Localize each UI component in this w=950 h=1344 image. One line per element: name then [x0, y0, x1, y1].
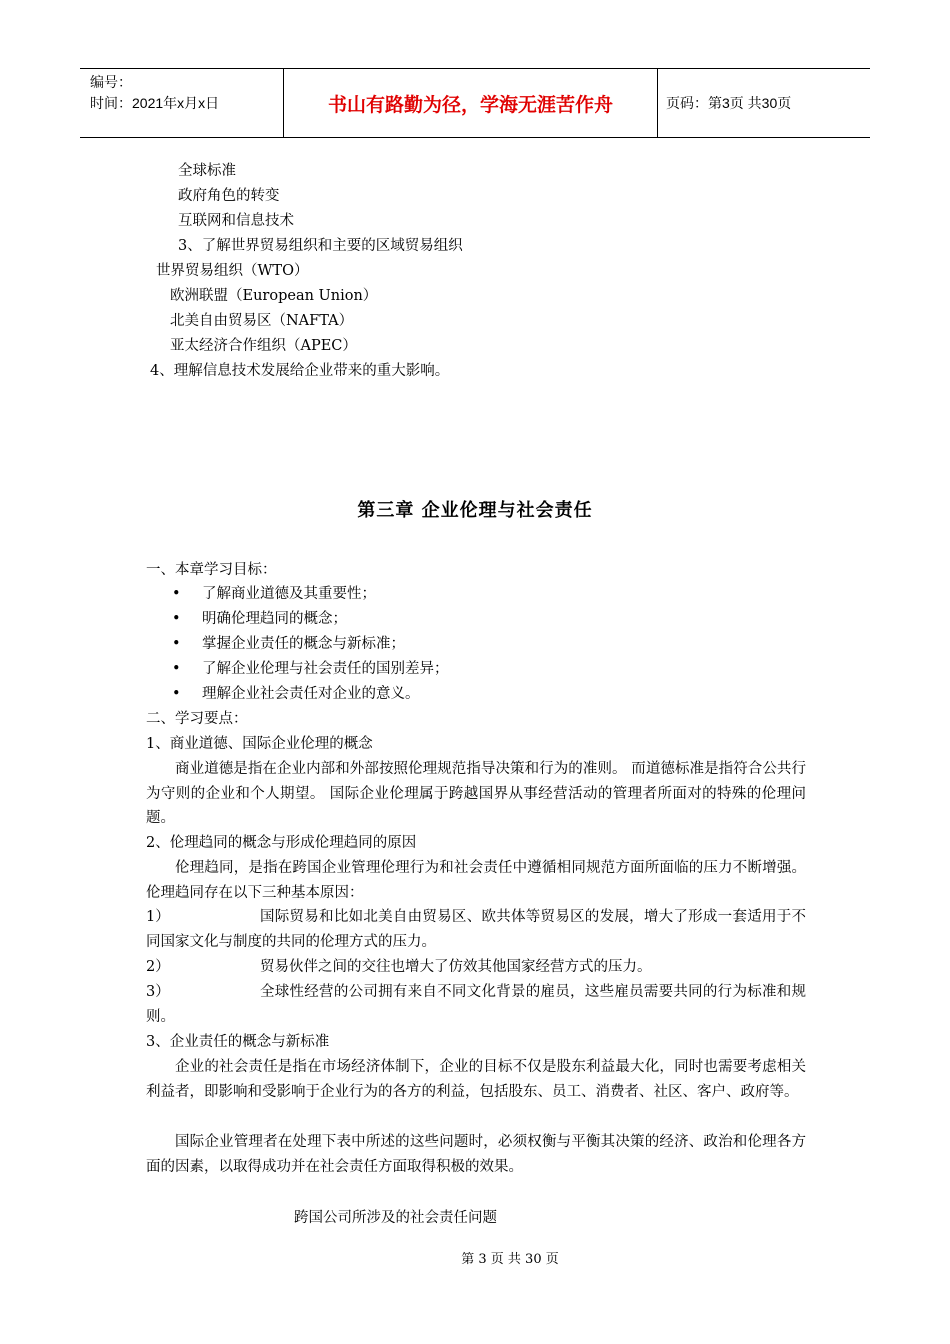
reason-number: 2）	[146, 959, 170, 975]
text-line: 3、了解世界贸易组织和主要的区域贸易组织	[178, 238, 463, 254]
list-item	[172, 684, 420, 704]
subsection-heading: 3、企业责任的概念与新标准	[146, 1034, 330, 1050]
paragraph: 企业的社会责任是指在市场经济体制下，企业的目标不仅是股东利益最大化，同时也需要考虑相关利益者，即影响和受影响于企业行为的各方的利益，包括股东、员工、消费者、社区、客户、政府等。	[146, 1059, 806, 1100]
section-heading: 二、学习要点：	[146, 711, 248, 727]
subsection-heading: 2、伦理趋同的概念与形成伦理趋同的原因	[146, 835, 417, 851]
header-info-cell	[80, 69, 284, 137]
reason-text: 国际贸易和比如北美自由贸易区、欧共体等贸易区的发展，增大了形成一套适用于不同国家文化与制度的共同的伦理方式的压力。	[146, 909, 806, 950]
bullet-icon: •	[172, 686, 181, 702]
list-item	[172, 584, 376, 604]
header-page-label: 页码：第3页 共30页	[666, 95, 792, 111]
subsection-heading: 1、商业道德、国际企业伦理的概念	[146, 736, 373, 752]
reason-text: 贸易伙伴之间的交往也增大了仿效其他国家经营方式的压力。	[260, 959, 652, 975]
list-item	[172, 634, 405, 654]
text-line: 互联网和信息技术	[178, 213, 294, 229]
bullet-icon: •	[172, 611, 181, 627]
bullet-icon: •	[172, 586, 181, 602]
text-line: 4、理解信息技术发展给企业带来的重大影响。	[150, 363, 450, 379]
bullet-icon: •	[172, 661, 181, 677]
paragraph: 伦理趋同，是指在跨国企业管理伦理行为和社会责任中遵循相同规范方面所面临的压力不断增强。伦理趋同存在以下三种基本原因：	[146, 860, 806, 901]
numbered-reason	[146, 980, 806, 1029]
reason-number: 3）	[146, 984, 170, 1000]
page-header	[80, 68, 870, 138]
numbered-reason	[146, 905, 806, 954]
document-number-label: 编号：	[90, 74, 132, 90]
bullet-icon: •	[172, 636, 181, 652]
paragraph: 国际企业管理者在处理下表中所述的这些问题时，必须权衡与平衡其决策的经济、政治和伦理各方面的因素，以取得成功并在社会责任方面取得积极的效果。	[146, 1134, 806, 1175]
reason-text: 全球性经营的公司拥有来自不同文化背景的雇员，这些雇员需要共同的行为标准和规则。	[146, 984, 806, 1025]
chapter-title: 第三章 企业伦理与社会责任	[357, 500, 593, 521]
reason-number: 1）	[146, 909, 170, 925]
list-item	[172, 609, 347, 629]
list-item-text: 明确伦理趋同的概念；	[202, 611, 347, 627]
text-line: 北美自由贸易区（NAFTA）	[170, 313, 354, 329]
numbered-reason	[146, 955, 806, 980]
text-line: 世界贸易组织（WTO）	[156, 263, 309, 279]
list-item-text: 了解商业道德及其重要性；	[202, 586, 376, 602]
list-item-text: 了解企业伦理与社会责任的国别差异；	[202, 661, 449, 677]
page-footer: 第 3 页 共 30 页	[461, 1252, 559, 1267]
header-motto: 书山有路勤为径，学海无涯苦作舟	[284, 69, 658, 137]
section-heading: 一、本章学习目标：	[146, 562, 277, 578]
text-line: 政府角色的转变	[178, 188, 280, 204]
list-item	[172, 659, 449, 679]
text-line: 亚太经济合作组织（APEC）	[170, 338, 357, 354]
text-line: 欧洲联盟（European Union）	[170, 288, 378, 304]
document-date-label: 时间：2021年x月x日	[90, 95, 220, 111]
table-caption: 跨国公司所涉及的社会责任问题	[294, 1210, 497, 1226]
paragraph: 商业道德是指在企业内部和外部按照伦理规范指导决策和行为的准则。 而道德标准是指符合公共行为守则的企业和个人期望。 国际企业伦理属于跨越国界从事经营活动的管理者所面对的特殊的伦理问题。	[146, 761, 806, 826]
list-item-text: 掌握企业责任的概念与新标准；	[202, 636, 405, 652]
text-line: 全球标准	[178, 163, 236, 179]
list-item-text: 理解企业社会责任对企业的意义。	[202, 686, 420, 702]
